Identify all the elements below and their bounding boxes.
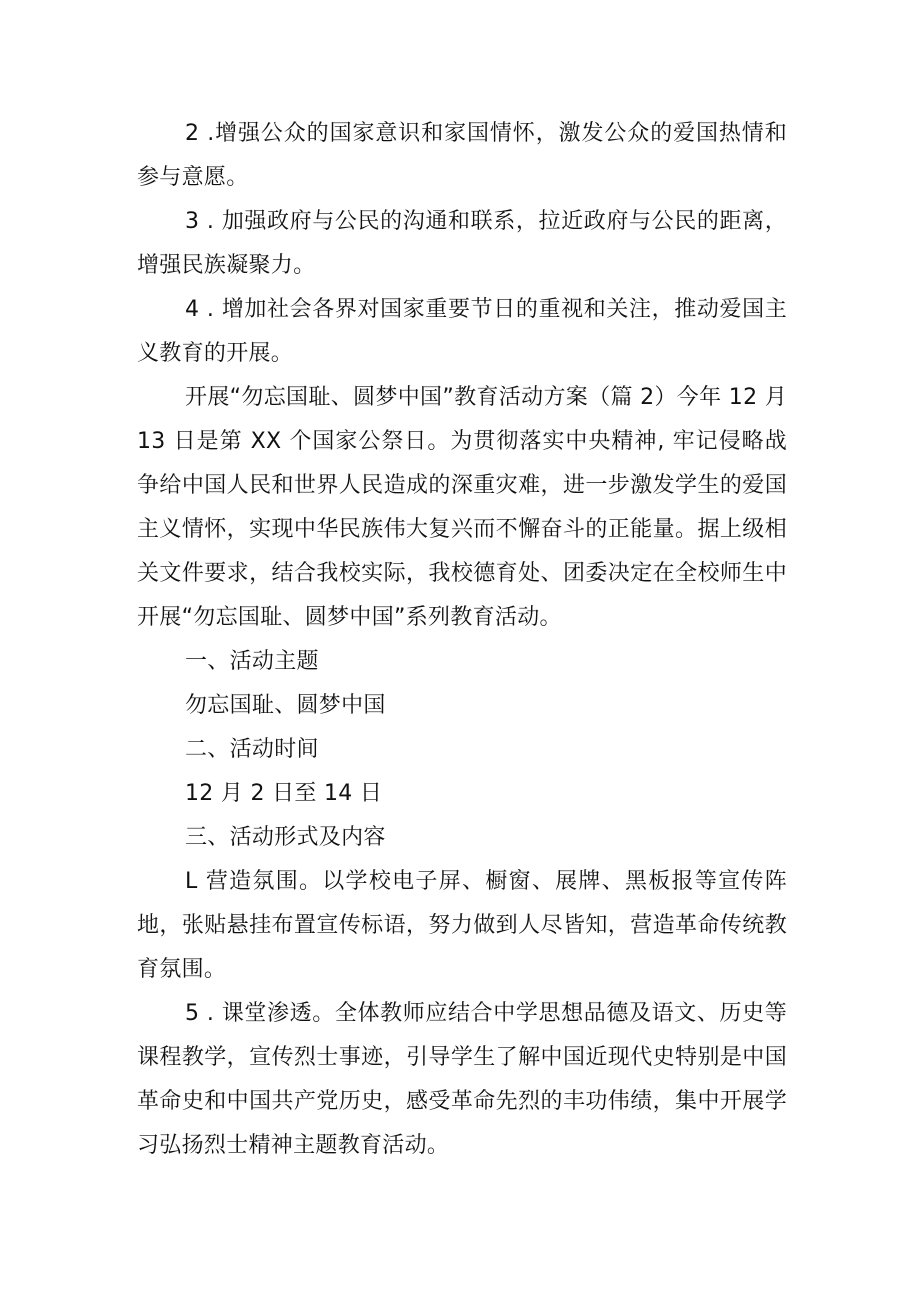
section-heading-theme: 一、活动主题 — [185, 649, 319, 674]
time-text: 12 月 2 日至 14 日 — [185, 781, 383, 806]
format-item-classroom: 5 . 课堂渗透。全体教师应结合中学思想品德及语文、历史等课程教学，宣传烈士事迹，引导学生了解中国近现代史特别是中国革命史和中国共产党历史，感受革命先烈的丰功伟绩，集中开展学习弘扬烈士精神主题教育活动。 — [137, 1001, 787, 1158]
section-heading-format: 三、活动形式及内容 — [185, 825, 386, 850]
paragraph-item-3: 3 . 加强政府与公民的沟通和联系，拉近政府与公民的距离，增强民族凝聚力。 — [137, 209, 787, 278]
paragraph-item-2: 2 .增强公众的国家意识和家国情怀，激发公众的爱国热情和参与意愿。 — [137, 121, 787, 190]
theme-text: 勿忘国耻、圆梦中国 — [185, 693, 386, 718]
plan-intro-paragraph: 开展“勿忘国耻、圆梦中国”教育活动方案（篇 2）今年 12 月 13 日是第 XX 个国家公祭日。为贯彻落实中央精神, 牢记侵略战争给中国人民和世界人民造成的深重灾难，进一步激发学生的爱国主义情怀，实现中华民族伟大复兴而不懈奋斗的正能量。据上级相关文件要求，结合我校实际，我校德育处、团委决定在全校师生中开展“勿忘国耻、圆梦中国”系列教育活动。 — [137, 385, 787, 630]
format-item-atmosphere: L 营造氛围。以学校电子屏、橱窗、展牌、黑板报等宣传阵地，张贴悬挂布置宣传标语，努力做到人尽皆知，营造革命传统教育氛围。 — [137, 869, 787, 982]
section-heading-time: 二、活动时间 — [185, 737, 319, 762]
paragraph-item-4: 4 . 增加社会各界对国家重要节日的重视和关注，推动爱国主义教育的开展。 — [137, 297, 787, 366]
document-body — [137, 112, 787, 1168]
